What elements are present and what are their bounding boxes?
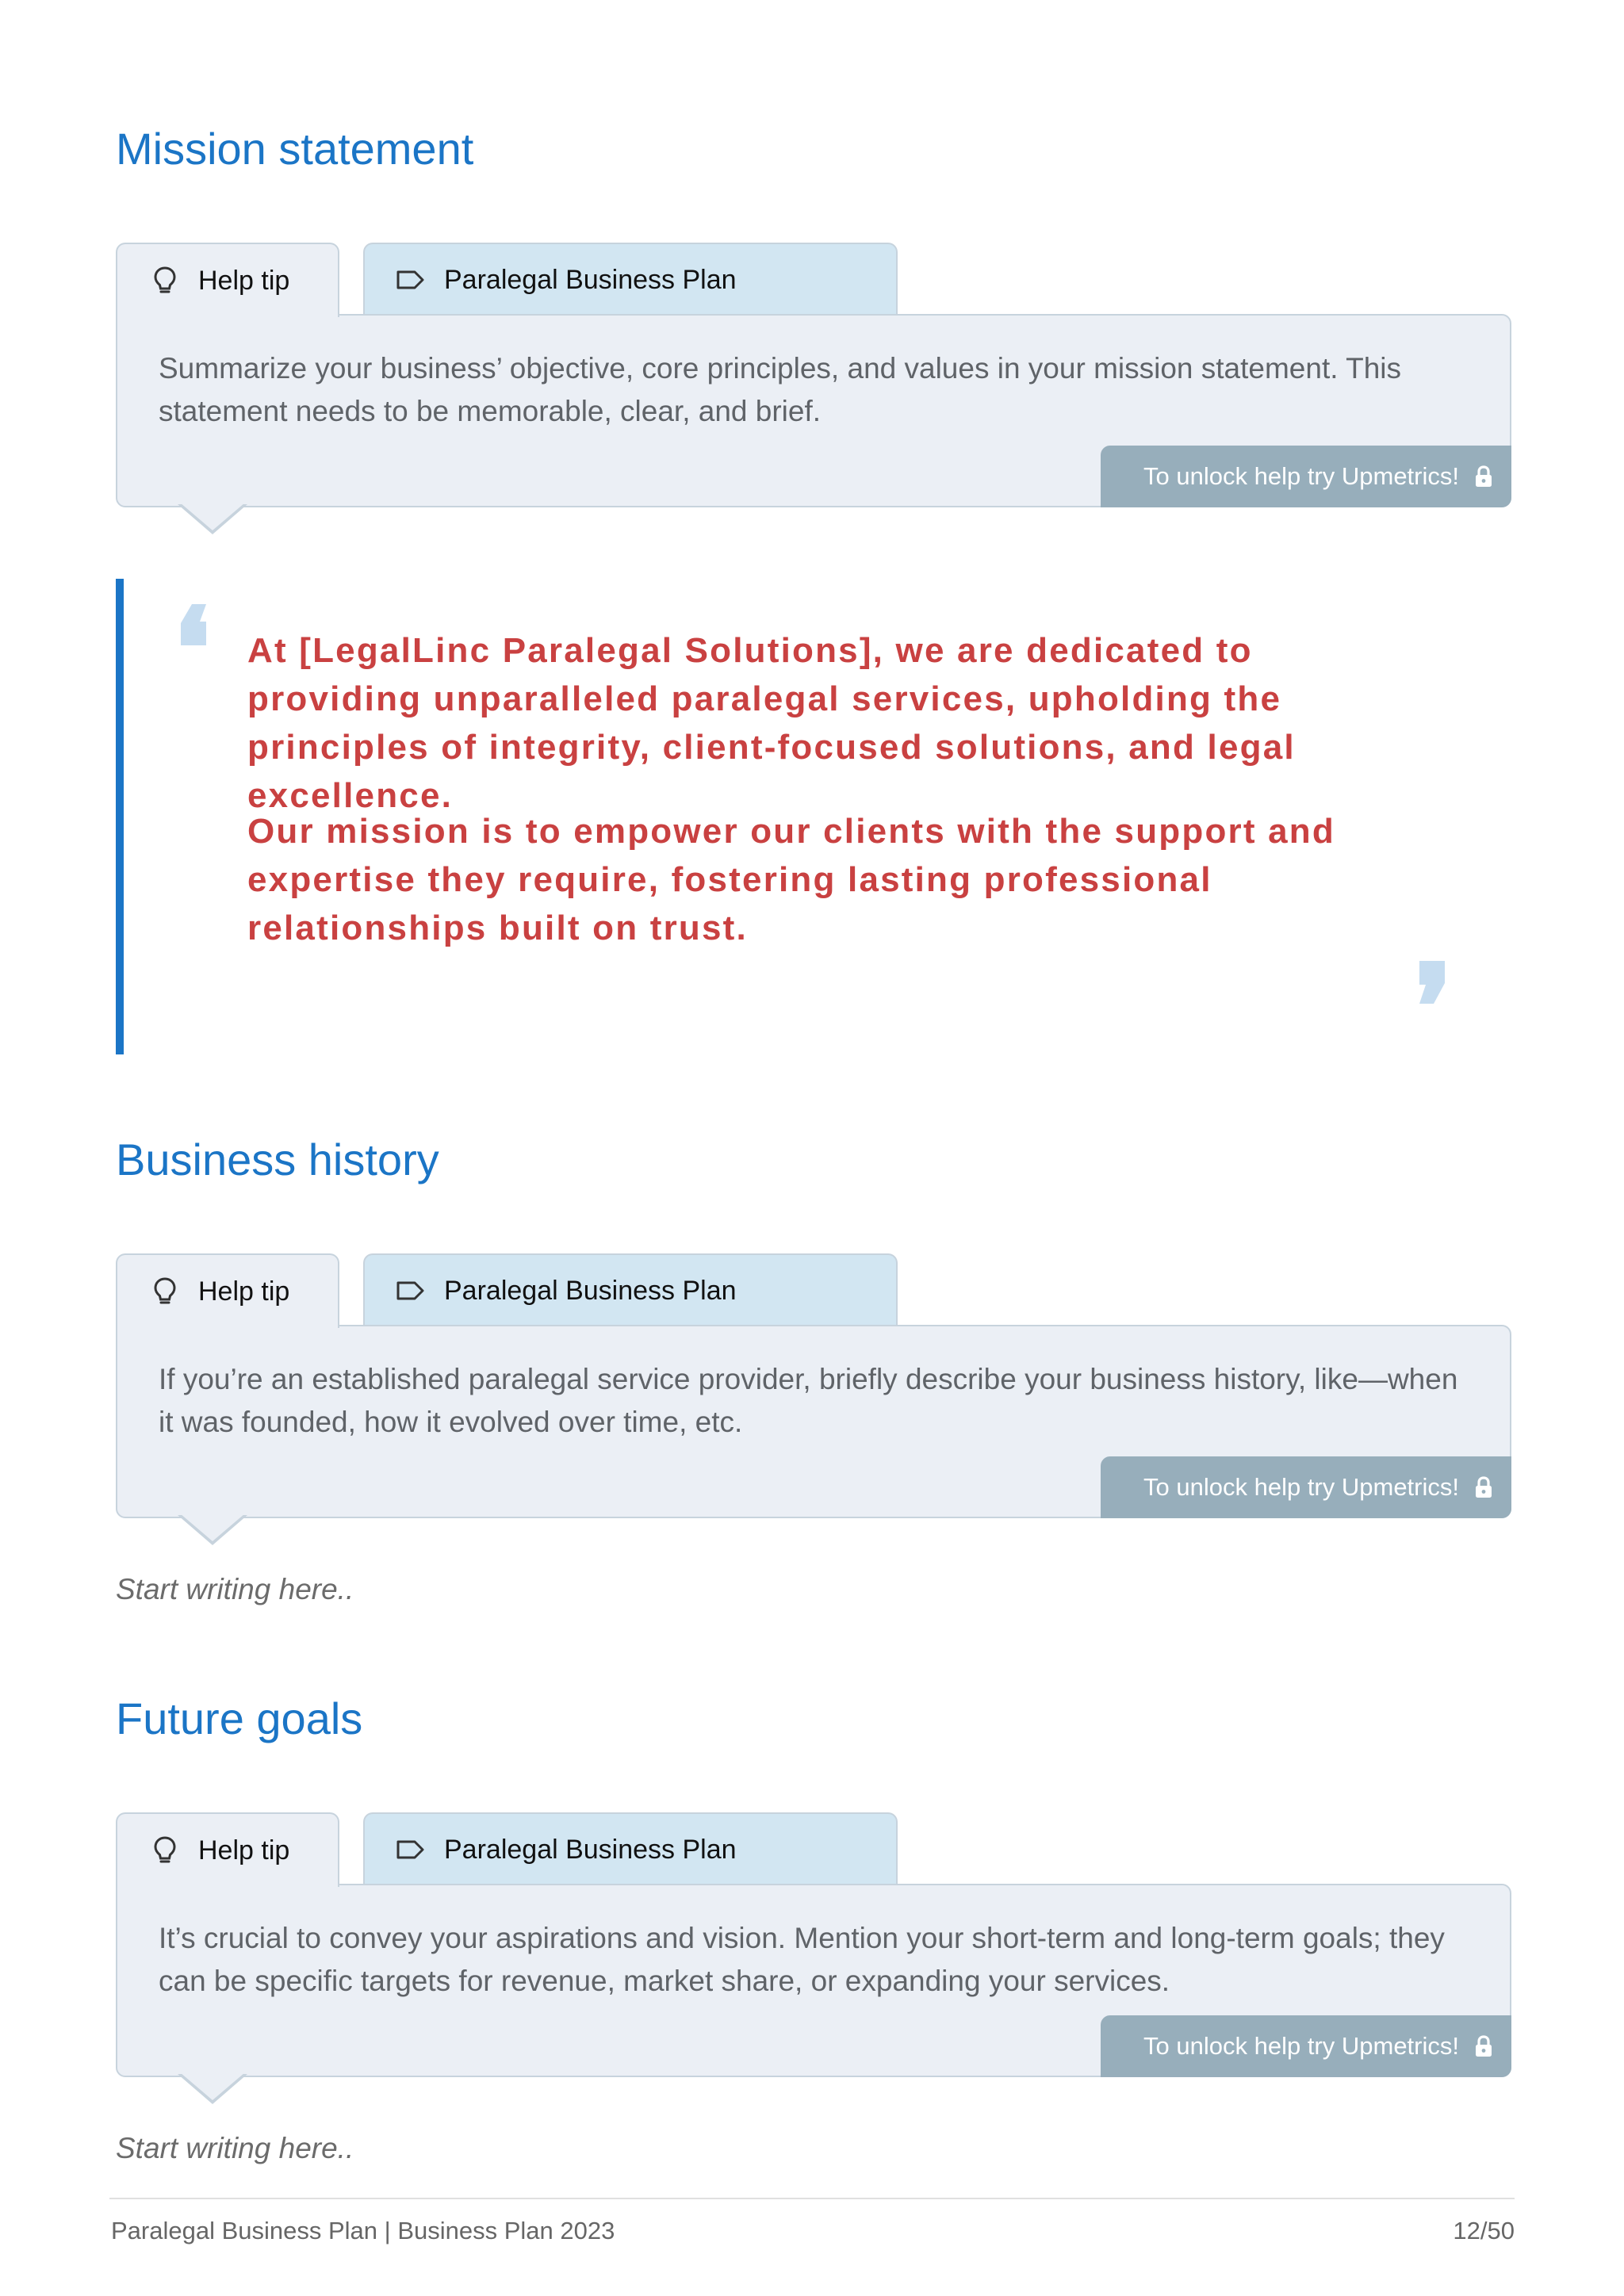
help-tip-box — [116, 314, 1511, 507]
unlock-label: To unlock help try Upmetrics! — [1143, 2032, 1459, 2060]
lock-icon — [1473, 465, 1494, 488]
mission-quote — [116, 579, 1511, 1054]
help-tip-box — [116, 1884, 1511, 2077]
help-tip-text: If you’re an established paralegal service provider, briefly describe your business history, like—when it was founded, how it evolved over time, etc. — [159, 1363, 1458, 1438]
quote-paragraph-1: At [LegalLinc Paralegal Solutions], we are dedicated to providing unparalleled paralegal services, upholding the principles of integrity, client-focused solutions, and legal excellence. — [247, 631, 1296, 815]
help-tip-text: It’s crucial to convey your aspirations and vision. Mention your short-term and long-term goals; they can be specific targets for revenue, market share, or expanding your services. — [159, 1922, 1445, 1997]
tab-help-tip-label: Help tip — [198, 1276, 290, 1307]
tab-paralegal-business-plan[interactable] — [363, 1812, 898, 1885]
tip-pointer — [178, 504, 247, 534]
open-quote-icon — [178, 603, 209, 651]
unlock-label: To unlock help try Upmetrics! — [1143, 462, 1459, 490]
unlock-label: To unlock help try Upmetrics! — [1143, 1473, 1459, 1501]
help-tip-box — [116, 1325, 1511, 1518]
section-title-business-history: Business history — [116, 1135, 439, 1184]
tag-icon — [395, 1834, 427, 1866]
tab-plan-label: Paralegal Business Plan — [444, 1275, 737, 1306]
unlock-help-button[interactable] — [1101, 1456, 1511, 1518]
tab-paralegal-business-plan[interactable] — [363, 243, 898, 316]
help-tip-block-mission — [116, 243, 1511, 536]
section-title-future-goals: Future goals — [116, 1693, 363, 1743]
tab-help-tip[interactable] — [116, 243, 339, 317]
section-title-mission: Mission statement — [116, 124, 474, 174]
writing-placeholder-goals[interactable]: Start writing here.. — [116, 2132, 354, 2164]
quote-paragraph-2: Our mission is to empower our clients with the support and expertise they require, fostering lasting professional relationships built on trust. — [247, 812, 1335, 947]
footer-page-number: 12/50 — [1453, 2217, 1515, 2244]
tab-help-tip[interactable] — [116, 1253, 339, 1328]
tab-plan-label: Paralegal Business Plan — [444, 1834, 737, 1865]
help-tip-text: Summarize your business’ objective, core principles, and values in your mission statement. This statement needs to be memorable, clear, and brief. — [159, 352, 1402, 427]
footer-document-title: Paralegal Business Plan | Business Plan 2023 — [111, 2217, 615, 2244]
tag-icon — [395, 264, 427, 296]
close-quote-icon — [1416, 959, 1448, 1009]
unlock-help-button[interactable] — [1101, 446, 1511, 507]
tab-plan-label: Paralegal Business Plan — [444, 264, 737, 295]
tip-pointer — [178, 1515, 247, 1545]
tab-paralegal-business-plan[interactable] — [363, 1253, 898, 1326]
lightbulb-icon — [149, 265, 181, 297]
lightbulb-icon — [149, 1835, 181, 1866]
footer-divider — [109, 2198, 1515, 2199]
tag-icon — [395, 1275, 427, 1307]
lightbulb-icon — [149, 1276, 181, 1307]
quote-accent-bar — [116, 579, 124, 1054]
tab-help-tip-label: Help tip — [198, 1835, 290, 1866]
tip-pointer — [178, 2074, 247, 2104]
tab-help-tip-label: Help tip — [198, 265, 290, 296]
lock-icon — [1473, 2034, 1494, 2058]
unlock-help-button[interactable] — [1101, 2015, 1511, 2077]
lock-icon — [1473, 1475, 1494, 1499]
tab-help-tip[interactable] — [116, 1812, 339, 1887]
writing-placeholder-history[interactable]: Start writing here.. — [116, 1573, 354, 1605]
help-tip-block-history — [116, 1253, 1511, 1547]
help-tip-block-goals — [116, 1812, 1511, 2106]
